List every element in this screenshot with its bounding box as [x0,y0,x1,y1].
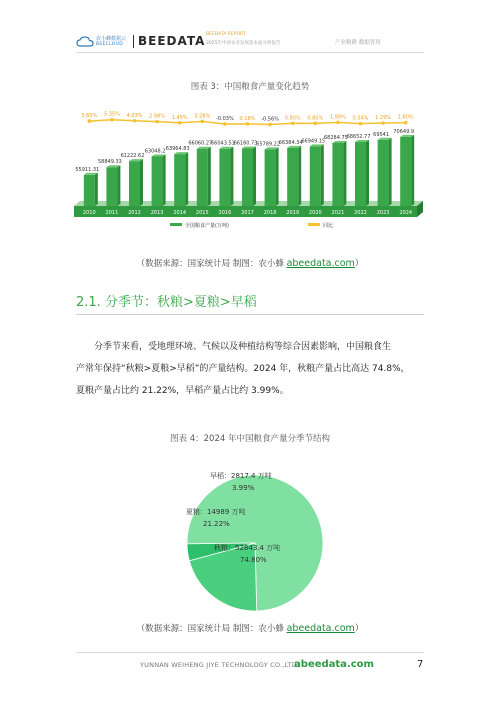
footer-divider [76,652,424,653]
header-divider [76,52,424,53]
figure4-source [0,622,500,634]
x-tick-label: 2021 [331,210,345,216]
yoy-point [110,118,114,122]
bar [197,149,208,206]
logo-divider [133,35,134,48]
section-divider [76,314,424,315]
bar-side [343,141,346,206]
x-tick-label: 2022 [354,210,367,216]
yoy-point [155,120,159,124]
bar-side [276,147,279,206]
bar [84,175,95,206]
pie-name-label: 夏粮：14989 万吨 [186,508,246,516]
paragraph-line: 夏粮产量占比约 21.22%，早稻产量占比约 3.99%。 [76,386,289,396]
page-number: 7 [417,659,424,670]
x-tick-label: 2024 [399,210,413,216]
bar [378,140,389,206]
section-heading: 2.1. 分季节：秋粮>夏粮>早稻 [76,295,257,310]
yoy-point [201,120,205,124]
yoy-value-label: -0.56% [261,116,279,123]
bar-value-label: 61222.62 [120,153,145,160]
bar-value-label: 63048.2 [144,148,166,155]
page-header [0,0,500,56]
paragraph-line: 分季节来看，受地理环境、气候以及种植结构等综合因素影响，中国粮食生 [94,342,392,352]
section-paragraph [76,336,426,402]
figure3-source-link[interactable]: abeedata.com [286,258,355,269]
yoy-value-label: 4.03% [126,112,143,119]
yoy-point [178,121,182,125]
bar-value-label: 65789.22 [256,141,281,148]
bar-value-label: 66384.34 [278,139,303,146]
cloud-logo-icon [76,36,94,48]
bar [332,143,343,206]
bar [174,154,185,206]
yoy-point [291,121,295,125]
bar [400,137,411,206]
pie-name-label: 秋粮：52843.4 万吨 [214,544,281,552]
grain-output-chart [70,108,430,246]
yoy-point [88,119,92,123]
figure3-source-text: （数据来源：国家统计局 制图：农小蜂 [136,259,287,269]
bar-side [185,152,188,206]
yoy-point [246,122,250,126]
yoy-point [314,122,318,126]
bar-side [366,140,369,206]
yoy-value-label: 5.35% [103,111,120,118]
x-tick-label: 2023 [376,210,390,216]
figure3-source-end: ） [354,259,364,269]
yoy-value-label: 1.99% [329,114,346,121]
bar-side [117,165,120,206]
bar [355,142,366,206]
bar-value-label: 58849.33 [97,159,122,166]
bar-value-label: 70649.9 [393,128,415,135]
header-tagline: 产业精耕 数据智用 [335,40,381,46]
bar-value-label: 69541 [373,131,390,138]
yoy-value-label: 1.29% [375,114,392,121]
yoy-value-label: 3.65% [81,113,98,120]
figure4-source-link[interactable]: abeedata.com [286,623,355,634]
yoy-value-label: 2.98% [149,113,166,120]
yoy-value-label: 0.54% [352,115,369,122]
x-tick-label: 2010 [82,210,96,216]
bar-value-label: 55911.31 [75,166,100,173]
yoy-point [268,123,272,127]
yoy-point [404,121,408,125]
bar [219,149,230,206]
legend-bar-swatch [170,223,182,226]
pie-percent-label: 74.80% [240,556,267,564]
bar-side [163,154,166,206]
figure3-title: 图表 3：中国粮食产量变化趋势 [190,82,310,92]
yoy-point [133,119,137,123]
yoy-point [359,122,363,126]
report-label: BEEDATA REPORT [206,32,246,37]
yoy-value-label: 1.60% [397,114,414,121]
yoy-value-label: 0.85% [307,115,324,122]
pie-percent-label: 21.22% [203,520,230,528]
bar-side [411,135,414,206]
x-tick-label: 2011 [105,210,119,216]
brand-logo: BEEDATA [138,34,206,48]
paragraph-line: 产常年保持“秋粮>夏粮>早稻”的产量结构。2024 年，秋粮产量占比高达 74.8%， [76,364,410,374]
bar-value-label: 68652.77 [346,134,371,141]
bar-value-label: 66949.15 [301,138,326,145]
figure4-source-text: （数据来源：国家统计局 制图：农小蜂 [136,624,287,634]
yoy-value-label: 1.45% [171,114,188,121]
x-tick-label: 2017 [241,210,254,216]
legend-bar-label: 全国粮食产量(万吨) [185,223,229,229]
yoy-value-label: -0.03% [216,116,234,123]
x-tick-label: 2020 [308,210,322,216]
x-tick-label: 2016 [218,210,232,216]
x-tick-label: 2015 [195,210,209,216]
bar-side [140,159,143,206]
bar-side [298,146,301,206]
yoy-point [336,121,340,125]
yoy-point [381,121,385,125]
bar [152,156,163,206]
season-structure-pie [170,458,340,618]
x-tick-label: 2018 [263,210,277,216]
x-tick-label: 2019 [286,210,300,216]
bar-value-label: 63964.83 [165,146,190,153]
yoy-value-label: 0.18% [239,115,256,122]
figure4-source-end: ） [354,624,364,634]
bar-side [253,146,256,206]
figure4-title: 图表 4：2024 年中国粮食产量分季节结构 [170,434,330,444]
bar [129,161,140,206]
bar-value-label: 66160.73 [233,140,258,147]
pie-name-label: 早稻：2817.4 万吨 [210,472,272,480]
bar-side [321,144,324,206]
bar [310,146,321,206]
yoy-point [223,122,227,126]
bar-side [95,173,98,206]
bar [265,149,276,206]
figure3-source [0,257,500,269]
pie-percent-label: 3.99% [232,484,255,492]
x-tick-label: 2012 [128,210,141,216]
bar [106,167,117,206]
bar-side [208,147,211,206]
bar [242,148,253,206]
legend-line-swatch [308,223,320,226]
bar [287,148,298,206]
bar-value-label: 66060.27 [188,140,213,147]
footer-site-link[interactable]: abeedata.com [294,659,374,670]
bar-value-label: 68284.75 [323,134,348,141]
footer-company: YUNNAN WEIHENG JIYE TECHNOLOGY CO.,LTD. [140,661,300,669]
logo-text-cn: 农小蜂数据云 [96,36,127,42]
bar-side [230,147,233,206]
logo-text-en: BEECLOUD [96,42,123,47]
bar-value-label: 66043.51 [210,140,235,147]
x-tick-label: 2014 [173,210,187,216]
yoy-value-label: 3.28% [194,113,211,120]
report-title: 2025年中国农业发展基本面分析报告 [206,41,281,46]
x-tick-label: 2013 [150,210,164,216]
bar-side [389,138,392,206]
yoy-value-label: 0.90% [284,115,301,122]
legend-line-label: 同比 [323,223,334,229]
